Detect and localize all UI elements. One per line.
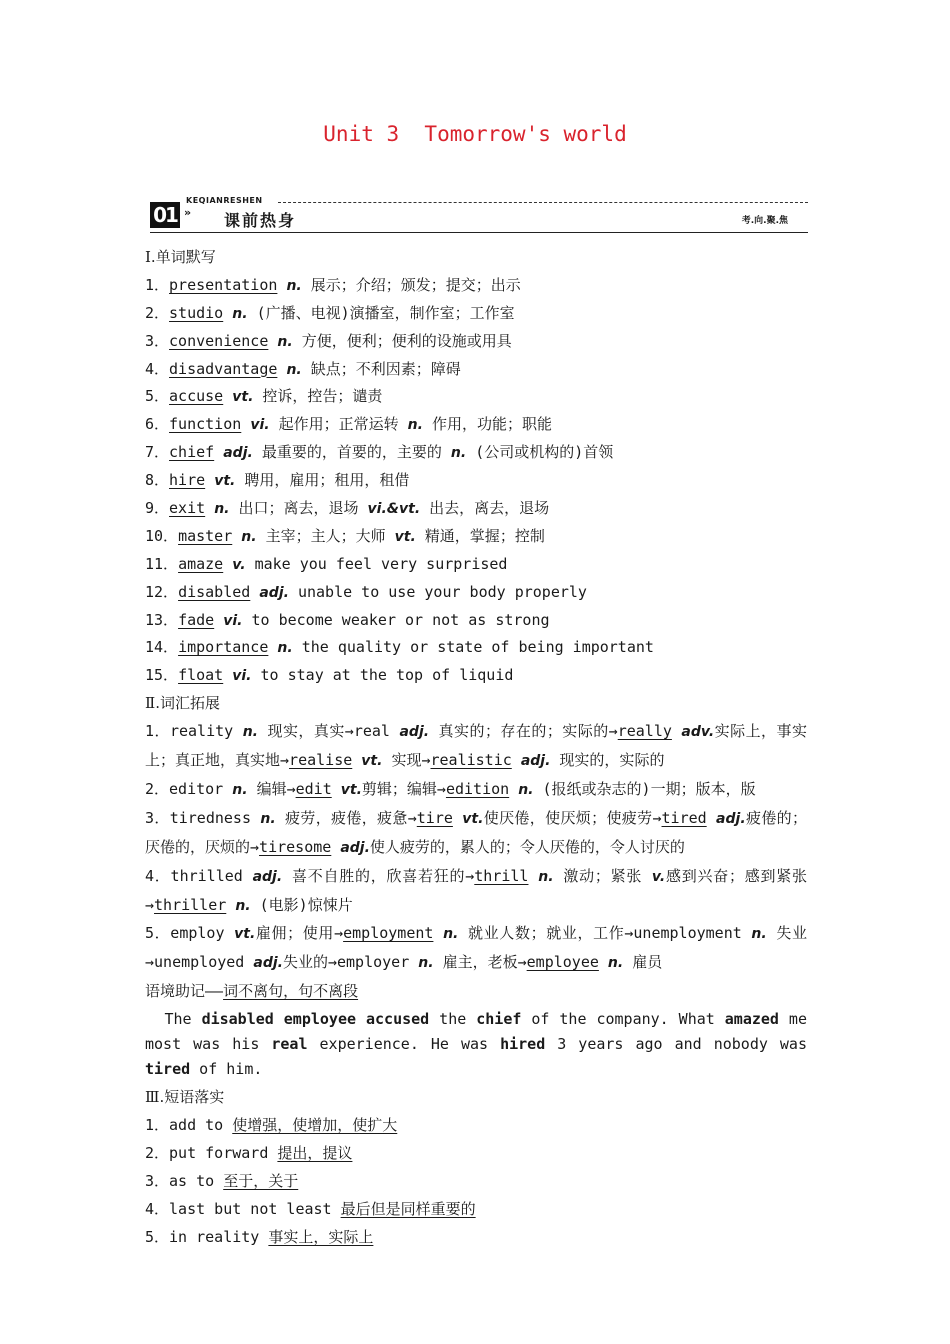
- part-of-speech: vt.: [234, 926, 256, 943]
- text-segment: the quality or state of being important: [292, 638, 654, 657]
- text-segment: [707, 809, 716, 827]
- part-of-speech: adj.: [253, 955, 283, 972]
- memory-aid: [145, 978, 807, 1006]
- part-of-speech: n.: [232, 305, 248, 322]
- text-segment: (报纸或杂志的)一期；版本，版: [533, 779, 756, 798]
- part-of-speech: n.: [232, 781, 248, 798]
- item-number: 2．: [145, 303, 170, 322]
- word-family-item: [145, 805, 807, 863]
- text-segment: (电影)惊悚片: [250, 895, 353, 914]
- text-segment: 实际上，事实上；真正地，真实地→: [145, 722, 807, 770]
- text-segment: 现实，真实→real: [257, 722, 400, 741]
- text-segment: 使人疲劳的，累人的；令人厌倦的，令人讨厌的: [369, 837, 685, 856]
- vocab-item: [145, 439, 807, 467]
- text-segment: 现实的，实际的: [550, 751, 665, 770]
- text-segment: of him.: [190, 1060, 263, 1079]
- vocab-item: [145, 607, 807, 635]
- text-segment: 雇佣；使用→: [255, 924, 344, 943]
- answer-word: really: [617, 722, 672, 741]
- text-segment: experience. He was: [307, 1035, 501, 1054]
- text-segment: 失业→unemployed: [145, 924, 808, 972]
- text-segment: of the company. What: [521, 1010, 725, 1029]
- text-segment: the: [429, 1010, 477, 1029]
- text-segment: 展示；介绍；颁发；提交；出示: [301, 275, 521, 294]
- text-segment: 雇主，老板→: [433, 953, 527, 972]
- item-number: 4．: [145, 1199, 170, 1218]
- answer-word: accuse: [169, 387, 224, 406]
- item-number: 5．: [145, 1227, 170, 1246]
- key-word: disabled employee accused: [201, 1010, 430, 1029]
- text-segment: [509, 780, 518, 798]
- part3-heading: Ⅲ.短语落实: [145, 1088, 225, 1107]
- part-of-speech: adv.: [681, 724, 715, 741]
- vocab-item: [145, 300, 807, 328]
- text-segment: 作用，功能；职能: [422, 415, 552, 434]
- key-word: tired: [145, 1060, 191, 1079]
- answer-word: realise: [289, 751, 353, 770]
- item-number: 9．: [145, 499, 170, 518]
- text-segment: 2．editor: [145, 779, 233, 798]
- word-family-item: [145, 863, 807, 921]
- answer-word: hire: [169, 471, 206, 490]
- text-segment: 真实的；存在的；实际的→: [429, 722, 618, 741]
- answer-word: thriller: [154, 895, 227, 914]
- item-number: 3．: [145, 331, 170, 350]
- phrase-item: [145, 1112, 807, 1140]
- phrase-answer: 提出，提议: [277, 1143, 353, 1162]
- text-segment: 疲劳，疲倦，疲惫→: [275, 808, 417, 827]
- word-family-list: [145, 718, 807, 978]
- phrase: in reality: [169, 1227, 269, 1246]
- text-segment: (广播、电视)演播室，制作室；工作室: [247, 303, 515, 322]
- vocab-item: [145, 662, 807, 690]
- key-word: hired: [500, 1035, 546, 1054]
- banner-rule: [150, 232, 808, 233]
- word-family-item: [145, 718, 807, 776]
- part-of-speech: n.: [241, 528, 257, 545]
- key-word: amazed: [724, 1010, 779, 1029]
- part-of-speech: vt.: [340, 781, 362, 798]
- answer-word: tire: [416, 808, 453, 827]
- answer-word: studio: [169, 303, 224, 322]
- part-of-speech: vi.: [250, 417, 270, 434]
- double-chevron-icon: »: [184, 206, 192, 219]
- part-of-speech: vi.: [223, 612, 243, 629]
- banner-tag: 考.向.聚.焦: [741, 216, 788, 226]
- context-story: [145, 1006, 807, 1084]
- vocab-item: [145, 411, 807, 439]
- text-segment: [352, 751, 361, 769]
- phrase: last but not least: [169, 1199, 341, 1218]
- answer-word: disabled: [178, 582, 251, 601]
- vocab-item: [145, 328, 807, 356]
- part-of-speech: adj.: [252, 868, 283, 885]
- answer-word: function: [169, 415, 242, 434]
- phrase-answer: 至于，关于: [223, 1171, 299, 1190]
- memory-aid-slogan: 词不离句，句不离段: [223, 982, 359, 1001]
- part-of-speech: vi.: [232, 668, 252, 685]
- part-of-speech: n.: [607, 955, 624, 972]
- phrase-item: [145, 1140, 807, 1168]
- text-segment: 出去，离去，退场: [420, 499, 550, 518]
- part-of-speech: n.: [751, 926, 767, 943]
- part-of-speech: n.: [214, 501, 230, 518]
- text-segment: [433, 924, 443, 942]
- item-number: 4．: [145, 359, 170, 378]
- answer-word: employee: [526, 953, 599, 972]
- part-of-speech: vt.: [361, 753, 383, 770]
- text-segment: [528, 867, 538, 885]
- word-family-item: [145, 920, 807, 978]
- answer-word: disadvantage: [169, 359, 278, 378]
- word-family-item: [145, 776, 807, 805]
- vocab-item: [145, 634, 807, 662]
- vocab-item: [145, 467, 807, 495]
- phrase: put forward: [169, 1143, 278, 1162]
- text-segment: [453, 809, 462, 827]
- item-number: 11．: [145, 554, 179, 573]
- vocab-item: [145, 551, 807, 579]
- text-segment: 精通，掌握；控制: [415, 526, 545, 545]
- part-of-speech: n.: [443, 926, 459, 943]
- text-segment: 5．employ: [145, 924, 235, 943]
- part-of-speech: v.: [651, 868, 666, 885]
- text-segment: 就业人数；就业，工作→unemployment: [458, 924, 752, 943]
- banner-dotted-rule: [278, 202, 808, 203]
- answer-word: edit: [295, 779, 332, 798]
- content: [145, 244, 807, 1252]
- text-segment: [672, 722, 682, 740]
- item-number: 3．: [145, 1171, 170, 1190]
- section-banner: [150, 196, 808, 236]
- vocab-item: [145, 356, 807, 384]
- vocab-item: [145, 383, 807, 411]
- text-segment: 激动；紧张: [553, 866, 652, 885]
- item-number: 1．: [145, 1116, 170, 1135]
- part-of-speech: n.: [260, 810, 276, 827]
- phrase-item: [145, 1168, 807, 1196]
- text-segment: to become weaker or not as strong: [242, 610, 550, 629]
- answer-word: edition: [445, 779, 510, 798]
- text-segment: [599, 953, 608, 971]
- part-of-speech: n.: [242, 724, 258, 741]
- item-number: 15．: [145, 666, 179, 685]
- text-segment: [332, 780, 341, 798]
- phrase-item: [145, 1196, 807, 1224]
- part-of-speech: n.: [538, 868, 554, 885]
- item-number: 1．: [145, 275, 170, 294]
- text-segment: 起作用；正常运转: [269, 415, 408, 434]
- part-of-speech: n.: [286, 361, 302, 378]
- part-of-speech: vt.: [462, 810, 484, 827]
- text-segment: 聘用，雇用；租用，租借: [235, 471, 410, 490]
- answer-word: employment: [343, 924, 434, 943]
- text-segment: 使厌倦，使厌烦；使疲劳→: [483, 808, 662, 827]
- item-number: 12．: [145, 582, 179, 601]
- text-segment: 剪辑；编辑→: [361, 779, 446, 798]
- part-of-speech: adj.: [716, 810, 746, 827]
- text-segment: 最重要的，首要的，主要的: [252, 443, 451, 462]
- text-segment: (公司或机构的)首领: [466, 443, 614, 462]
- text-segment: 喜不自胜的，欣喜若狂的→: [282, 866, 475, 885]
- part-of-speech: adj.: [520, 753, 551, 770]
- part-of-speech: adj.: [340, 839, 370, 856]
- part-of-speech: n.: [277, 640, 293, 657]
- vocab-list: [145, 272, 807, 690]
- text-segment: [226, 896, 235, 914]
- item-number: 5．: [145, 387, 170, 406]
- part-of-speech: adj.: [399, 724, 430, 741]
- answer-word: chief: [169, 443, 215, 462]
- part-of-speech: vt.: [232, 389, 254, 406]
- text-segment: 出口；离去，退场: [229, 499, 368, 518]
- item-number: 10．: [145, 526, 179, 545]
- answer-word: master: [178, 526, 233, 545]
- part-of-speech: n.: [277, 333, 293, 350]
- answer-word: tiresome: [259, 837, 332, 856]
- text-segment: 控诉，控告；谴责: [253, 387, 383, 406]
- text-segment: unable to use your body properly: [288, 582, 587, 601]
- item-number: 6．: [145, 415, 170, 434]
- vocab-item: [145, 272, 807, 300]
- text-segment: 实现→: [382, 751, 431, 770]
- text-segment: me most was his: [145, 1010, 807, 1054]
- item-number: 2．: [145, 1143, 170, 1162]
- part-of-speech: n.: [235, 897, 251, 914]
- text-segment: 疲倦的；厌倦的，厌烦的→: [145, 808, 807, 856]
- text-segment: [512, 751, 521, 769]
- unit-title: Unit 3 Tomorrow's world: [323, 122, 627, 146]
- text-segment: 方便，便利；便利的设施或用具: [292, 331, 512, 350]
- part-of-speech: adj.: [259, 584, 289, 601]
- phrase-list: [145, 1112, 807, 1251]
- part1-heading: Ⅰ.单词默写: [145, 248, 216, 266]
- part-of-speech: vt.: [214, 473, 236, 490]
- text-segment: 3．tiredness: [145, 808, 261, 827]
- part-of-speech: v.: [232, 556, 246, 573]
- text-segment: 失业的→employer: [282, 953, 419, 972]
- answer-word: fade: [178, 610, 215, 629]
- text-segment: The: [164, 1010, 202, 1029]
- text-segment: 编辑→: [247, 779, 296, 798]
- text-segment: [331, 838, 340, 856]
- answer-word: convenience: [169, 331, 269, 350]
- vocab-item: [145, 523, 807, 551]
- section-number-badge: 01: [150, 202, 180, 228]
- part-of-speech: n.: [518, 781, 534, 798]
- answer-word: importance: [178, 638, 269, 657]
- text-segment: to stay at the top of liquid: [251, 666, 514, 685]
- phrase-answer: 使增强，使增加，使扩大: [232, 1116, 398, 1135]
- item-number: 14．: [145, 638, 179, 657]
- text-segment: make you feel very surprised: [245, 554, 508, 573]
- phrase: add to: [169, 1116, 233, 1135]
- part-of-speech: n.: [450, 445, 467, 462]
- vocab-item: [145, 579, 807, 607]
- key-word: chief: [476, 1010, 522, 1029]
- memory-aid-label: 语境助记——: [145, 982, 224, 1001]
- part-of-speech: adj.: [223, 445, 253, 462]
- text-segment: 1．reality: [145, 722, 243, 741]
- text-segment: 4．thrilled: [145, 866, 253, 885]
- answer-word: presentation: [169, 275, 278, 294]
- item-number: 13．: [145, 610, 179, 629]
- phrase-answer: 事实上，实际上: [268, 1227, 374, 1246]
- section-title: 课前热身: [224, 211, 297, 230]
- answer-word: amaze: [178, 554, 224, 573]
- banner-pinyin: KEQIANRESHEN: [186, 196, 263, 205]
- item-number: 7．: [145, 443, 170, 462]
- phrase: as to: [169, 1171, 224, 1190]
- key-word: real: [271, 1035, 308, 1054]
- answer-word: float: [178, 666, 224, 685]
- part-of-speech: n.: [286, 277, 302, 294]
- answer-word: thrill: [474, 866, 529, 885]
- answer-word: tired: [661, 808, 707, 827]
- part2-heading: Ⅱ.词汇拓展: [145, 694, 220, 713]
- text-segment: 3 years ago and nobody was: [545, 1035, 807, 1054]
- text-segment: 感到兴奋；感到紧张→: [145, 866, 808, 914]
- answer-word: realistic: [430, 751, 512, 770]
- item-number: 8．: [145, 471, 170, 490]
- part-of-speech: vi.&vt.: [367, 501, 421, 518]
- part-of-speech: vt.: [394, 528, 416, 545]
- phrase-answer: 最后但是同样重要的: [340, 1199, 476, 1218]
- text-segment: 缺点；不利因素；障碍: [301, 359, 461, 378]
- part-of-speech: n.: [418, 955, 434, 972]
- text-segment: 雇员: [623, 953, 663, 972]
- part-of-speech: n.: [407, 417, 423, 434]
- phrase-item: [145, 1224, 807, 1252]
- text-segment: 主宰；主人；大师: [256, 526, 395, 545]
- answer-word: exit: [169, 499, 206, 518]
- vocab-item: [145, 495, 807, 523]
